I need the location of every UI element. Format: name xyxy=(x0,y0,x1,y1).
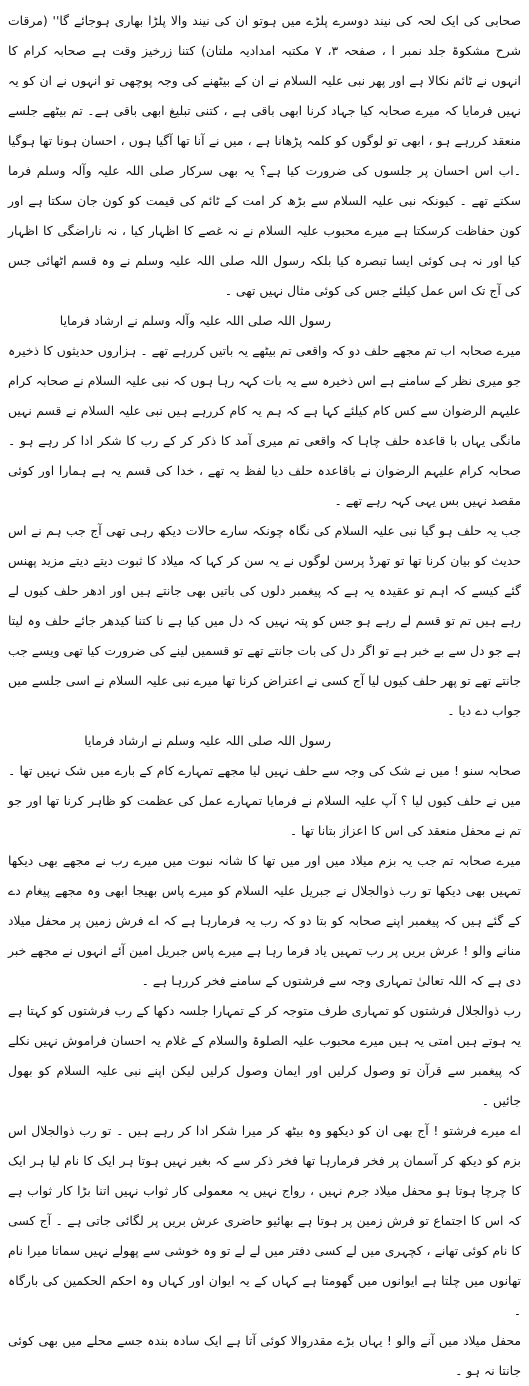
paragraph: صحابہ سنو ! میں نے شک کی وجہ سے حلف نہیں لیا مجھے تمہارے کام کے بارے میں شک نہیں تھا ۔ میں نے حلف کیوں لیا ؟ آپ علیہ السلام نے فرمایا تمہارے عمل کی عظمت کو ظاہر کرنا تھا اور جو تم نے محفل منعقد کی اس کا اعزاز بتانا تھا ۔ xyxy=(8,763,521,838)
quote-heading: رسول اللہ صلی اللہ علیہ وآلہ وسلم نے ارشاد فرمایا xyxy=(59,313,331,328)
paragraph: جب یہ حلف ہو گیا نبی علیہ السلام کی نگاہ چونکہ سارے حالات دیکھ رہی تھی آج جب ہم نے اس حدیث کو بیان کرنا تھا تو تھرڈ پرسن لوگوں نے یہ سن کر کہا کہ میلاد کا ثبوت دیتے دیتے مزید پھنس گئے کیسے کہ اہم تو عقیدہ یہ ہے کہ پیغمبر دلوں کی باتیں بھی جانتے ہیں اور ادھر حلف کیوں لے رہے ہیں تم تو قسم لے رہے ہو جس کو پتہ نہیں کہ دل میں کیا ہے نا کتنا کیدھر جائے حلف وہ لیتا ہے جو دل سے بے خبر ہے تو اگر دل کی بات جانتے تھے تو قسمیں لینے کی ضرورت کیا تھی ویسے جب جانتے تھے تو پھر حلف کیوں لیا آج کسی نے اعتراض کرنا تھا میرے نبی علیہ السلام نے اسی جلسے میں جواب دے دیا ۔ xyxy=(8,523,521,718)
paragraph: میرے صحابہ تم جب یہ بزم میلاد میں اور میں تھا کا شانہ نبوت میں میرے رب نے مجھے بھی دیکھا تمہیں بھی دیکھا تو رب ذوالجلال نے جبریل علیہ السلام کو میرے پاس بھیجا ابھی وہ مجھے پیغام دے کے گئے ہیں کہ پیغمبر اپنے صحابہ کو بتا دو کہ رب یہ فرمارہا ہے کہ اے فرش زمین پر محفل میلاد منانے والو ! عرش بریں پر رب تمہیں یاد فرما رہا ہے میرے پاس جبریل امین آئے انہوں نے مجھے خبر دی ہے کہ اللہ تعالیٰ تمہاری وجہ سے فرشتوں کے سامنے فخر کررہا ہے ۔ xyxy=(8,853,521,988)
paragraph: رب ذوالجلال فرشتوں کو تمہاری طرف متوجہ کر کے تمہارا جلسہ دکھا کے رب فرشتوں کو کہتا ہے یہ ہوتے ہیں امتی یہ ہیں میرے محبوب علیہ الصلوۃ والسلام کے غلام یہ احسان فراموش نہیں نکلے کہ پیغمبر سے قرآن تو وصول کرلیں اور ایمان وصول کرلیں لیکن اپنے نبی علیہ السلام کو بھول جائیں ۔ xyxy=(8,1003,521,1108)
paragraph: میرے صحابہ اب تم مجھے حلف دو کہ واقعی تم بیٹھے یہ باتیں کررہے تھے ۔ ہزاروں حدیثوں کا ذخیرہ جو میری نظر کے سامنے ہے اس ذخیرہ سے یہ بات کہہ رہا ہوں کہ نبی علیہ السلام نے صحابہ کرام علیہم الرضوان سے کس کام کیلئے کہا ہے کہ ہم یہ کام کررہے ہیں نبی علیہ السلام نے قسم نہیں مانگی یہاں با قاعدہ حلف چاہا کہ واقعی تم میری آمد کا ذکر کر کے رب کا شکر ادا کر رہے ہو ۔ صحابہ کرام علیہم الرضوان نے باقاعدہ حلف دیا لفظ یہ تھے ، خدا کی قسم یہ ہے ہمارا اور کوئی مقصد نہیں بس یہی کہہ رہے تھے ۔ xyxy=(8,343,521,508)
quote-heading: رسول اللہ صلی اللہ علیہ وسلم نے ارشاد فرمایا xyxy=(84,733,331,748)
paragraph: صحابی کی ایک لحہ کی نیند دوسرے پلڑے میں ہوتو ان کی نیند والا پلڑا بھاری ہوجائے گا'' (مرقات شرح مشکوۃ جلد نمبر ا ، صفحہ ۳، ۷ مکتبہ امدادیہ ملتان) کتنا زرخیز وقت ہے صحابہ کرام کا انہوں نے ٹائم نکالا ہے اور پھر نبی علیہ السلام نے ان کے بیٹھنے کی وجہ پوچھی تو انہوں نے ان کو یہ نہیں فرمایا کہ میرے صحابہ کیا جہاد کرنا ابھی باقی ہے ، کتنی تبلیغ ابھی باقی ہے۔ تم بیٹھے جلسے منعقد کررہے ہو ، ابھی تو لوگوں کو کلمہ پڑھانا ہے ، میں نے آنا تھا آگیا ہوں ، احسان ہونا تھا ہوگیا ۔اب اس احسان پر جلسوں کی ضرورت کیا ہے؟ یہ بھی سرکار صلی اللہ علیہ وآلہ وسلم فرما سکتے تھے ۔ کیونکہ نبی علیہ السلام سے بڑھ کر امت کے ٹائم کی قیمت کو کون جان سکتا ہے اور کون حفاظت کرسکتا ہے میرے محبوب علیہ السلام نے نہ غصے کا اظہار کیا ، نہ ناراضگی کا اظہار کیا اور نہ ہی کوئی ایسا تبصرہ کیا بلکہ رسول اللہ صلی اللہ علیہ وسلم نے وہ قسم اٹھائی جس کی آج تک اس عمل کیلئے جس کی کوئی مثال نہیں تھی ۔ xyxy=(8,13,521,298)
paragraph: اے میرے فرشتو ! آج بھی ان کو دیکھو وہ بیٹھ کر میرا شکر ادا کر رہے ہیں ۔ تو رب ذوالجلال اس بزم کو دیکھ کر آسمان پر فخر فرمارہا تھا فخر ذکر سے کہ بغیر نہیں ہوتا ہر ایک کا نام لیا ہر ایک کا چرچا ہوتا ہو محفل میلاد جرم نہیں ، رواج نہیں یہ معمولی کار ثواب نہیں اتنا بڑا کار ثواب ہے کہ اس کا اجتماع تو فرش زمین پر ہوتا ہے بھائیو حاضری عرش بریں پر لگائی جاتی ہے ۔ آج کسی کا نام کوئی تھانے ، کچہری میں لے کسی دفتر میں لے لے تو وہ خوشی سے پھولے نہیں سماتا میرا نام تھانوں میں چلتا ہے ایوانوں میں گھومتا ہے کہاں کے یہ ایوان اور کہاں وہ احکم الحکمین کی بارگاہ ۔ xyxy=(8,1123,521,1318)
paragraph: محفل میلاد میں آنے والو ! یہاں بڑے مقدروالا کوئی آتا ہے ایک سادہ بندہ جسے محلے میں بھی کوئی جانتا نہ ہو ۔ xyxy=(8,1333,521,1378)
